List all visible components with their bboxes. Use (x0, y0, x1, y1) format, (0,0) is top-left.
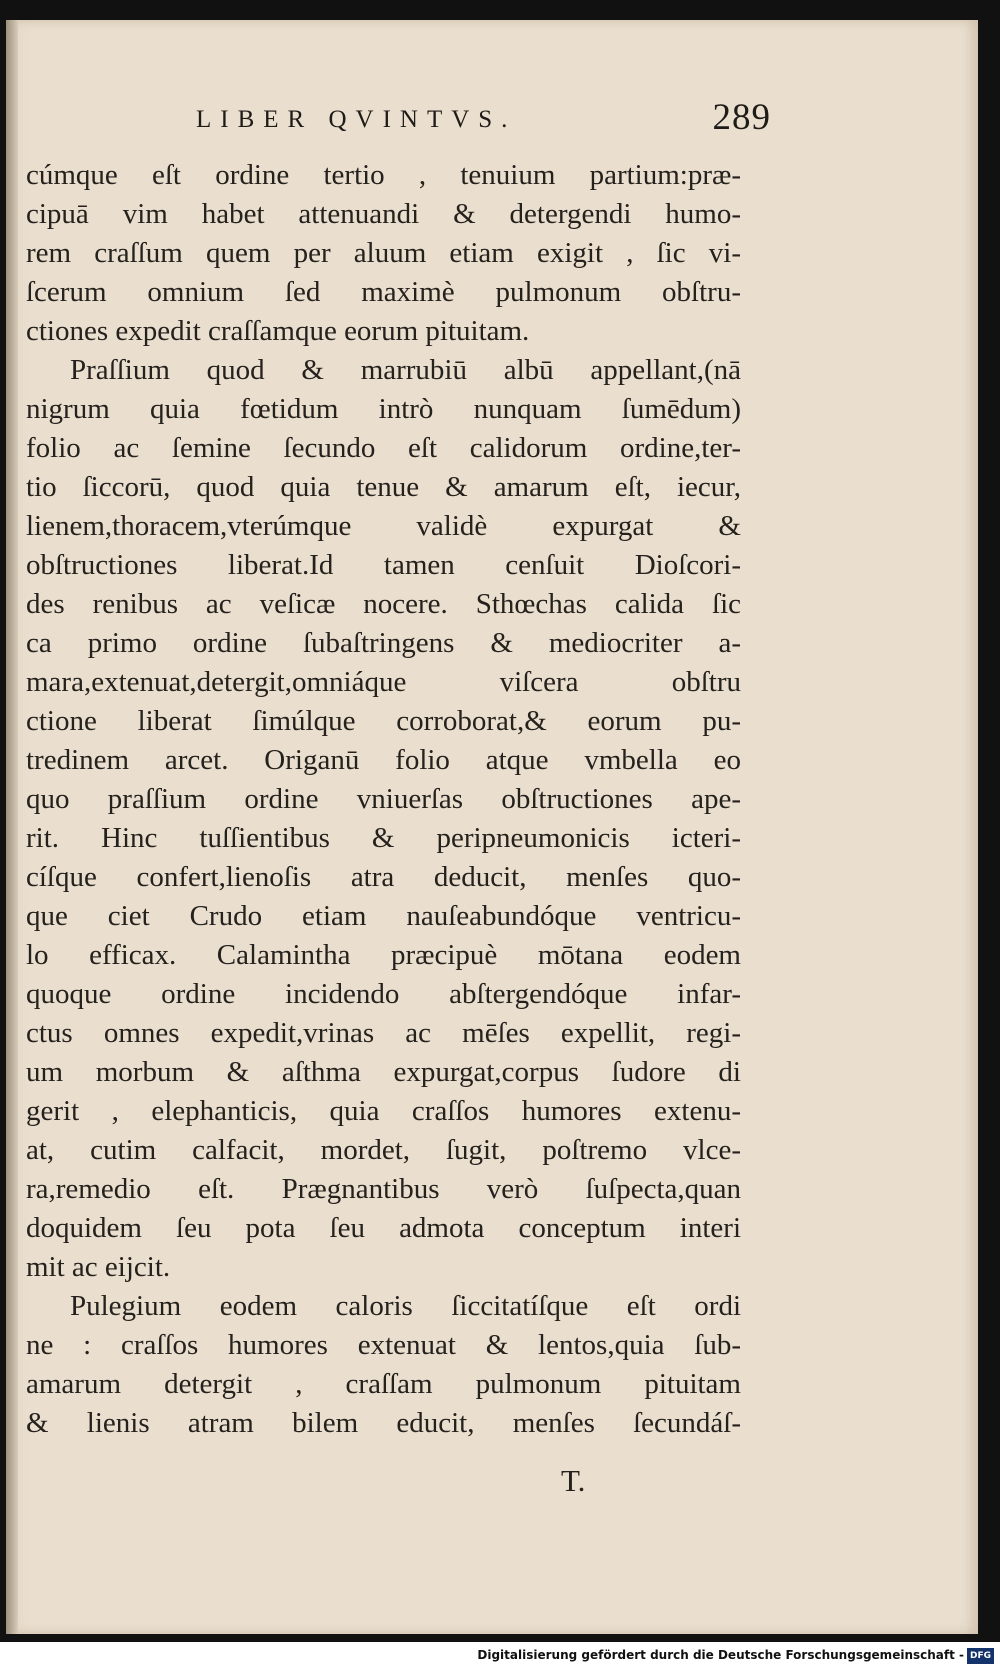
text-line: gerit , elephanticis, quia craſſos humores extenu- (26, 1095, 741, 1127)
text-line: ctione liberat ſimúlque corroborat,& eorum pu- (26, 705, 741, 737)
text-line: cipuā vim habet attenuandi & detergendi humo- (26, 198, 741, 230)
text-line: ne : craſſos humores extenuat & lentos,quia ſub- (26, 1329, 741, 1361)
text-line: um morbum & aſthma expurgat,corpus ſudore di (26, 1056, 741, 1088)
digitization-credit-bar (0, 1642, 1000, 1670)
page-number: 289 (712, 97, 771, 138)
text-line: ctiones expedit craſſamque eorum pituitam. (26, 315, 530, 347)
text-line: quoque ordine incidendo abſtergendóque infar- (26, 978, 741, 1010)
text-line: doquidem ſeu pota ſeu admota conceptum interi (26, 1212, 741, 1244)
text-line: mit ac eijcit. (26, 1251, 171, 1283)
text-line: amarum detergit , craſſam pulmonum pituitam (26, 1368, 741, 1400)
running-head-title: LIBER QVINTVS. (196, 106, 517, 133)
text-line: tio ſiccorū, quod quia tenue & amarum eſt, iecur, (26, 471, 741, 503)
text-line: lienem,thoracem,vterúmque validè expurgat & (26, 510, 741, 542)
book-page (6, 20, 978, 1634)
text-line: que ciet Crudo etiam nauſeabundóque ventricu- (26, 900, 741, 932)
text-line: nigrum quia fœtidum intrò nunquam ſumēdum) (26, 393, 741, 425)
text-line: mara,extenuat,detergit,omniáque viſcera obſtru (26, 666, 741, 698)
text-line: obſtructiones liberat.Id tamen cenſuit Dioſcori- (26, 549, 741, 581)
signature-mark: T. (561, 1463, 586, 1498)
text-line: Pulegium eodem caloris ſiccitatíſque eſt ordi (70, 1290, 741, 1322)
text-line: folio ac ſemine ſecundo eſt calidorum ordine,ter- (26, 432, 741, 464)
dfg-logo: DFG (967, 1648, 994, 1664)
text-line: & lienis atram bilem educit, menſes ſecundáſ- (26, 1407, 741, 1439)
text-line: cíſque confert,lienoſis atra deducit, menſes quo- (26, 861, 741, 893)
text-line: at, cutim calfacit, mordet, ſugit, poſtremo vlce- (26, 1134, 741, 1166)
body-text (26, 156, 741, 1443)
text-line: ca primo ordine ſubaſtringens & mediocriter a- (26, 627, 741, 659)
text-line: rit. Hinc tuſſientibus & peripneumonicis icteri- (26, 822, 741, 854)
text-line: ſcerum omnium ſed maximè pulmonum obſtru- (26, 276, 741, 308)
running-head (196, 86, 771, 146)
text-line: Praſſium quod & marrubiū albū appellant,(nā (70, 354, 741, 386)
text-line: lo efficax. Calamintha præcipuè mōtana eodem (26, 939, 741, 971)
text-line: des renibus ac veſicæ nocere. Sthœchas calida ſic (26, 588, 741, 620)
text-line: tredinem arcet. Origanū folio atque vmbella eo (26, 744, 741, 776)
text-line: ra,remedio eſt. Prægnantibus verò ſuſpecta,quan (26, 1173, 741, 1205)
digitization-credit: Digitalisierung gefördert durch die Deutsche Forschungsgemeinschaft - (477, 1648, 964, 1662)
text-line: rem craſſum quem per aluum etiam exigit , ſic vi- (26, 237, 741, 269)
page-gutter (6, 20, 18, 1634)
text-line: cúmque eſt ordine tertio , tenuium partium:præ- (26, 159, 741, 191)
text-line: quo praſſium ordine vniuerſas obſtructiones ape- (26, 783, 741, 815)
text-line: ctus omnes expedit,vrinas ac mēſes expellit, regi- (26, 1017, 741, 1049)
